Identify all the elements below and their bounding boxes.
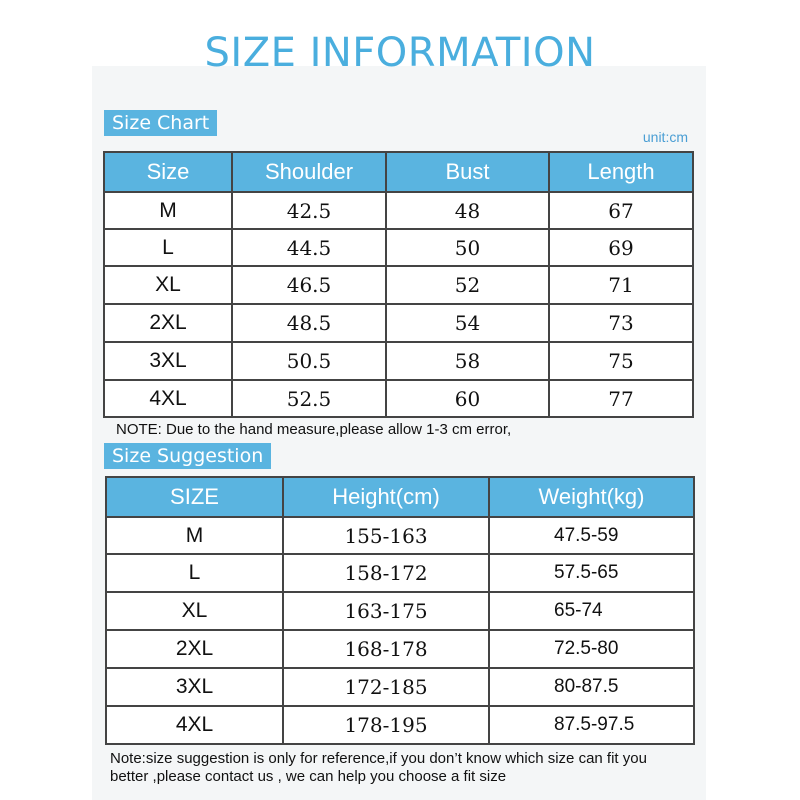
table-row (106, 517, 694, 554)
size-cell: XL (104, 266, 232, 304)
size-suggestion-label: Size Suggestion (104, 443, 271, 469)
size-cell: 4XL (104, 380, 232, 417)
page-title: SIZE INFORMATION (204, 30, 596, 76)
table-row (106, 668, 694, 706)
size-suggestion-note-line2: better ,please contact us , we can help you choose a fit size (110, 768, 507, 785)
header-size: SIZE (106, 477, 283, 517)
size-cell: 2XL (106, 630, 283, 668)
shoulder-cell: 42.5 (232, 192, 386, 229)
table-row (104, 380, 693, 417)
size-chart-table (103, 151, 694, 418)
size-suggestion-table (105, 476, 695, 745)
weight-cell: 65-74 (489, 592, 694, 630)
header-size: Size (104, 152, 232, 192)
bust-cell: 60 (386, 380, 549, 417)
table-row (106, 630, 694, 668)
table-row (106, 554, 694, 592)
length-cell: 77 (549, 380, 693, 417)
size-cell: M (104, 192, 232, 229)
table-row (104, 304, 693, 342)
bust-cell: 50 (386, 229, 549, 266)
height-cell: 168-178 (283, 630, 489, 668)
size-cell: L (106, 554, 283, 592)
length-cell: 67 (549, 192, 693, 229)
table-row (104, 266, 693, 304)
size-cell: M (106, 517, 283, 554)
bust-cell: 48 (386, 192, 549, 229)
weight-cell: 80-87.5 (489, 668, 694, 706)
header-height: Height(cm) (283, 477, 489, 517)
table-row (104, 342, 693, 380)
table-row (104, 229, 693, 266)
size-chart-note: NOTE: Due to the hand measure,please allow 1-3 cm error, (116, 421, 512, 438)
size-cell: L (104, 229, 232, 266)
table-row (106, 706, 694, 744)
bust-cell: 54 (386, 304, 549, 342)
height-cell: 163-175 (283, 592, 489, 630)
table-row (106, 592, 694, 630)
weight-cell: 57.5-65 (489, 554, 694, 592)
weight-cell: 47.5-59 (489, 517, 694, 554)
length-cell: 73 (549, 304, 693, 342)
bust-cell: 52 (386, 266, 549, 304)
weight-cell: 72.5-80 (489, 630, 694, 668)
height-cell: 178-195 (283, 706, 489, 744)
header-weight: Weight(kg) (489, 477, 694, 517)
size-suggestion-header-row (106, 477, 694, 517)
size-chart-label: Size Chart (104, 110, 217, 136)
height-cell: 155-163 (283, 517, 489, 554)
shoulder-cell: 48.5 (232, 304, 386, 342)
length-cell: 69 (549, 229, 693, 266)
size-cell: XL (106, 592, 283, 630)
length-cell: 75 (549, 342, 693, 380)
height-cell: 172-185 (283, 668, 489, 706)
shoulder-cell: 52.5 (232, 380, 386, 417)
bust-cell: 58 (386, 342, 549, 380)
header-bust: Bust (386, 152, 549, 192)
size-cell: 3XL (104, 342, 232, 380)
shoulder-cell: 50.5 (232, 342, 386, 380)
weight-cell: 87.5-97.5 (489, 706, 694, 744)
size-chart-header-row (104, 152, 693, 192)
size-cell: 2XL (104, 304, 232, 342)
shoulder-cell: 46.5 (232, 266, 386, 304)
size-cell: 4XL (106, 706, 283, 744)
size-suggestion-note-line1: Note:size suggestion is only for reference,if you don’t know which size can fit you (110, 750, 647, 767)
header-shoulder: Shoulder (232, 152, 386, 192)
table-row (104, 192, 693, 229)
unit-label: unit:cm (642, 129, 688, 145)
size-cell: 3XL (106, 668, 283, 706)
shoulder-cell: 44.5 (232, 229, 386, 266)
length-cell: 71 (549, 266, 693, 304)
header-length: Length (549, 152, 693, 192)
height-cell: 158-172 (283, 554, 489, 592)
